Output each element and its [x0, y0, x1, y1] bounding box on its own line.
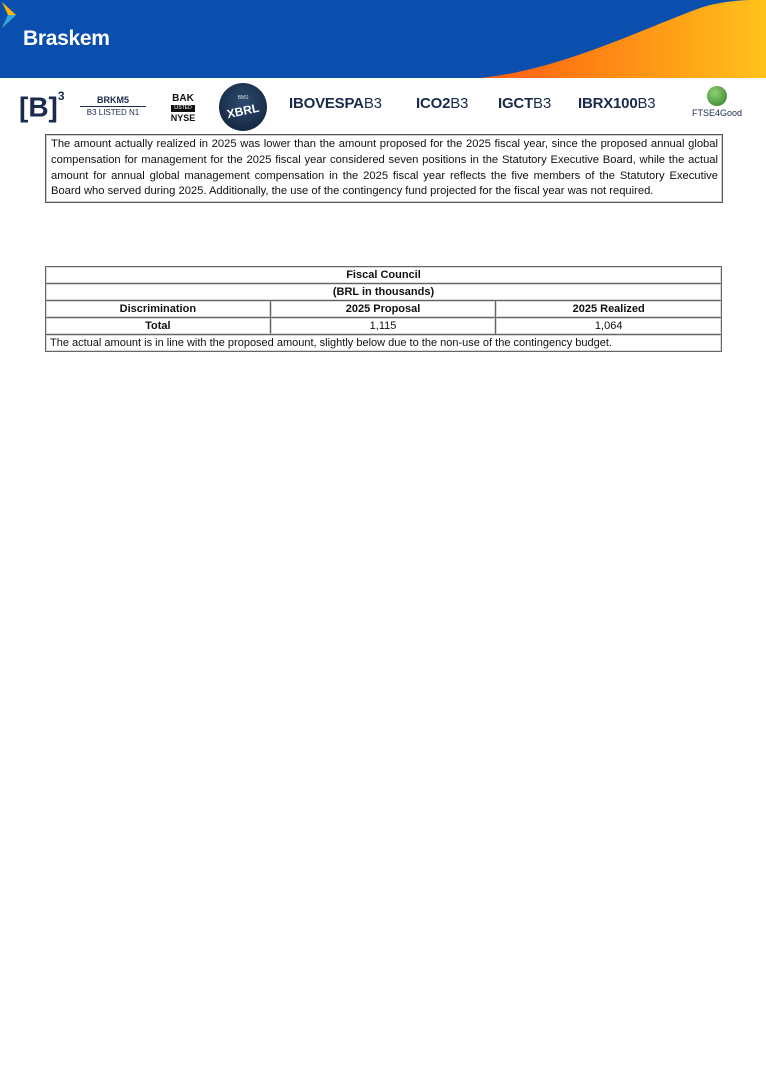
column-header: 2025 Realized	[496, 301, 722, 318]
index-logos-strip	[0, 80, 766, 132]
column-header: 2025 Proposal	[270, 301, 496, 318]
brand-mark-icon	[0, 0, 20, 30]
table-note-row	[46, 335, 722, 352]
explanatory-paragraph: The amount actually realized in 2025 was lower than the amount proposed for the 2025 fiscal year, since the proposed annual global compensation for management for the 2025 fiscal year considered seven positions in the Statutory Executive Board, while the actual amount for annual global management compensation in the 2025 fiscal year reflects the five members of the Statutory Executive Board who served during 2025. Additionally, the use of the contingency fund projected for the fiscal year was not required.	[45, 134, 723, 203]
igct-logo: IGCTB3	[498, 95, 551, 112]
row-label: Total	[46, 318, 271, 335]
table-header-row	[46, 301, 722, 318]
table-subtitle-row	[46, 284, 722, 301]
table-title: Fiscal Council	[46, 267, 722, 284]
header-swoosh	[0, 0, 766, 78]
table-subtitle: (BRL in thousands)	[46, 284, 722, 301]
ibrx100-logo: IBRX100B3	[578, 95, 656, 112]
ibovespa-logo: IBOVESPAB3	[289, 95, 382, 112]
proposal-value: 1,115	[270, 318, 496, 335]
nyse-listing-logo: BAK LISTED NYSE	[170, 93, 196, 123]
table-title-row	[46, 267, 722, 284]
ico2-logo: ICO2B3	[416, 95, 469, 112]
table-row	[46, 318, 722, 335]
realized-value: 1,064	[496, 318, 722, 335]
header-band	[0, 0, 766, 78]
b3-logo: $[B]^3$	[19, 89, 65, 123]
xbrl-badge: BMS XBRL	[219, 83, 267, 131]
fiscal-council-table	[45, 266, 722, 352]
globe-icon	[707, 86, 727, 106]
column-header: Discrimination	[46, 301, 271, 318]
table-note: The actual amount is in line with the proposed amount, slightly below due to the non-use of the contingency budget.	[46, 335, 722, 352]
ftse4good-logo: FTSE4Good	[688, 86, 746, 118]
brkm5-listing-logo: BRKM5 B3 LISTED N1	[80, 95, 146, 117]
brand-logo: Braskem	[23, 27, 110, 50]
